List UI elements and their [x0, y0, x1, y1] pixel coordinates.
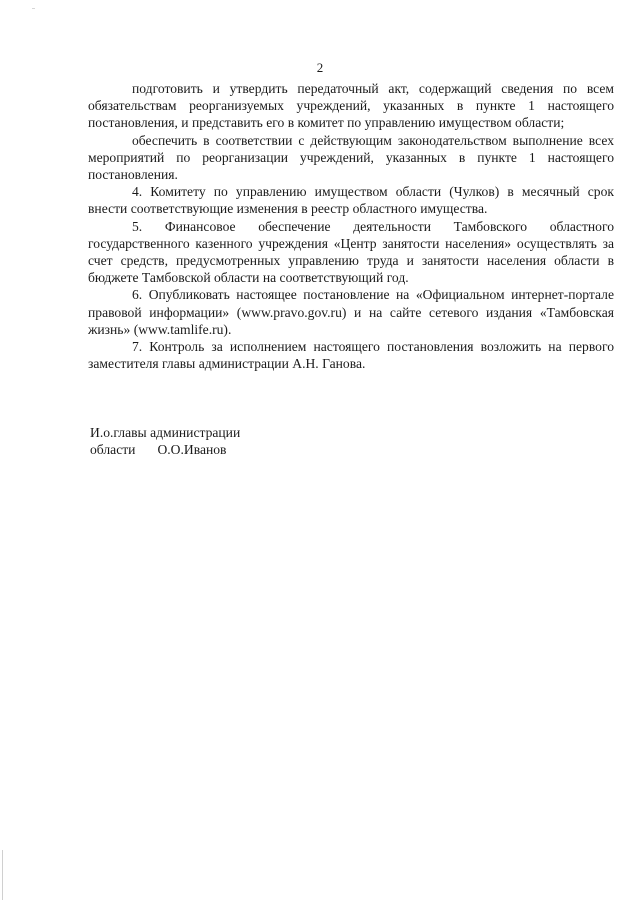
paragraph-item-4: 4. Комитету по управлению имуществом области (Чулков) в месячный срок внести соответствующие изменения в реестр областного имущества.: [88, 184, 614, 217]
page-number: 2: [316, 60, 324, 75]
paragraph-item-5: 5. Финансовое обеспечение деятельности Тамбовского областного государственного казенного учреждения «Центр занятости населения» осуществлять за счет средств, предусмотренных управлению труда и занятости населения области в бюджете Тамбовской области на соответствующий год.: [88, 218, 614, 286]
paragraph-transfer-act: подготовить и утвердить передаточный акт, содержащий сведения по всем обязательствам реорганизуемых учреждений, указанных в пункте 1 настоящего постановления, и представить его в комитет по управлению имуществом области;: [88, 81, 614, 131]
paragraph-reorganization-measures: обеспечить в соответствии с действующим законодательством выполнение всех мероприятий по реорганизации учреждений, указанных в пункте 1 настоящего постановления.: [88, 132, 614, 183]
signature-title-line1: И.о.главы администрации: [90, 425, 241, 440]
signature-name: О.О.Иванов: [157, 442, 227, 457]
scan-mark-top: [32, 8, 35, 9]
scan-mark-left-edge: [2, 850, 3, 900]
signature-block: [90, 424, 390, 458]
signature-title-line2: [90, 441, 390, 458]
paragraph-item-7: 7. Контроль за исполнением настоящего постановления возложить на первого заместителя главы администрации А.Н. Ганова.: [88, 339, 614, 372]
document-body: [88, 80, 614, 372]
signature-title-region: области: [90, 442, 136, 457]
paragraph-item-6: 6. Опубликовать настоящее постановление на «Официальном интернет-портале правовой информации» (www.pravo.gov.ru) и на сайте сетевого издания «Тамбовская жизнь» (www.tamlife.ru).: [88, 287, 614, 337]
